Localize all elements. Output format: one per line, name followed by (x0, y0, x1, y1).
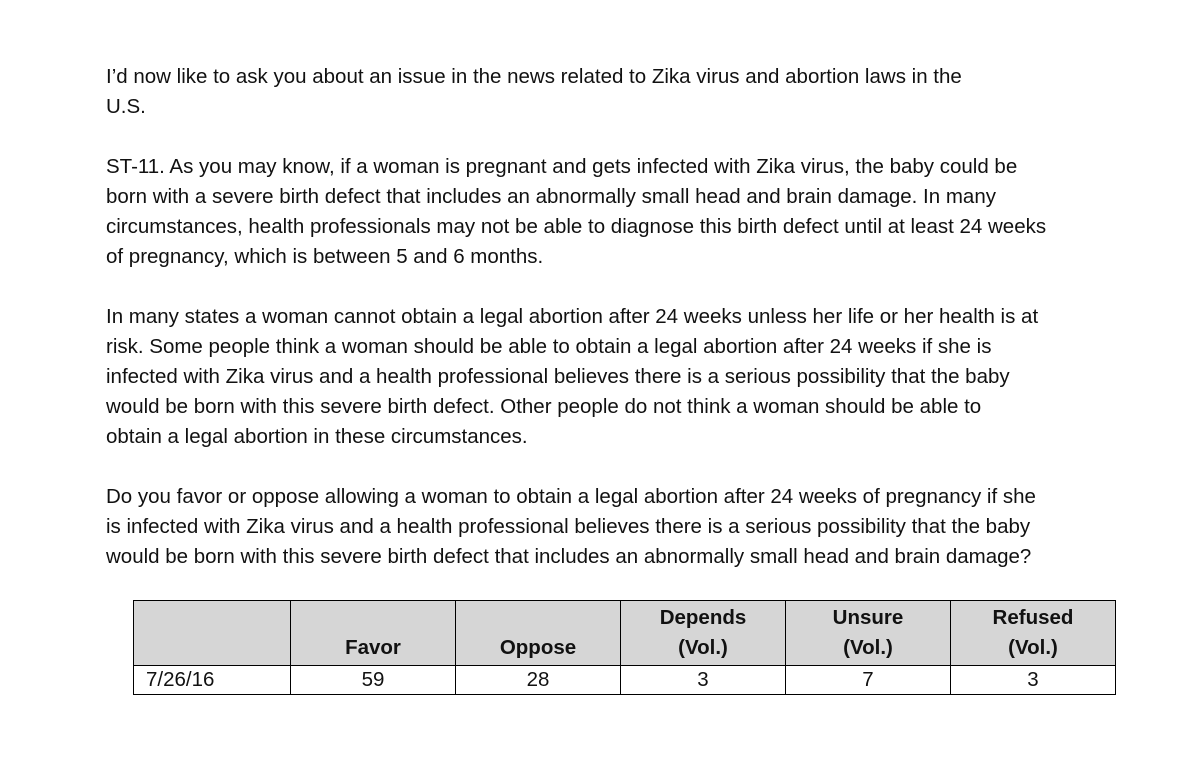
oppose-value-cell: 28 (456, 666, 621, 695)
document-body (106, 62, 1146, 572)
header-cell-refused (951, 601, 1116, 666)
depends-value-cell: 3 (621, 666, 786, 695)
row-date-cell: 7/26/16 (134, 666, 291, 695)
results-table (133, 600, 1116, 695)
header-line2: (Vol.) (678, 636, 728, 659)
question-paragraph-2: In many states a woman cannot obtain a legal abortion after 24 weeks unless her life or her health is at risk. Some people think a woman should be able to obtain a legal abortion after 24 weeks if she is infected with Zika virus and a health professional believes there is a serious possibility that the baby would be born with this severe birth defect. Other people do not think a woman should be able to obtain a legal abortion in these circumstances. (106, 305, 1039, 448)
header-line1: Unsure (832, 606, 904, 629)
header-cell-unsure (786, 601, 951, 666)
header-cell-favor (291, 601, 456, 666)
header-cell-oppose (456, 601, 621, 666)
question-paragraph-1: ST-11. As you may know, if a woman is pregnant and gets infected with Zika virus, the baby could be born with a severe birth defect that includes an abnormally small head and brain damage. In many circumstances, health professionals may not be able to diagnose this birth defect until at least 24 weeks of pregnancy, which is between 5 and 6 months. (106, 155, 1047, 268)
refused-value-cell: 3 (951, 666, 1116, 695)
header-line2: (Vol.) (1008, 636, 1058, 659)
table-row (134, 666, 1116, 695)
favor-value-cell: 59 (291, 666, 456, 695)
question-paragraph-3: Do you favor or oppose allowing a woman to obtain a legal abortion after 24 weeks of pregnancy if she is infected with Zika virus and a health professional believes there is a serious possibility that the baby would be born with this severe birth defect that includes an abnormally small head and brain damage? (106, 485, 1036, 568)
header-line2: Oppose (499, 636, 577, 659)
header-line1: Depends (659, 606, 747, 629)
header-cell-depends (621, 601, 786, 666)
header-line2: (Vol.) (843, 636, 893, 659)
header-cell-blank (134, 601, 291, 666)
intro-paragraph: I’d now like to ask you about an issue in the news related to Zika virus and abortion laws in the U.S. (106, 65, 962, 118)
table-header-row (134, 601, 1116, 666)
header-line2: Favor (345, 636, 401, 659)
unsure-value-cell: 7 (786, 666, 951, 695)
header-line1: Refused (992, 606, 1074, 629)
